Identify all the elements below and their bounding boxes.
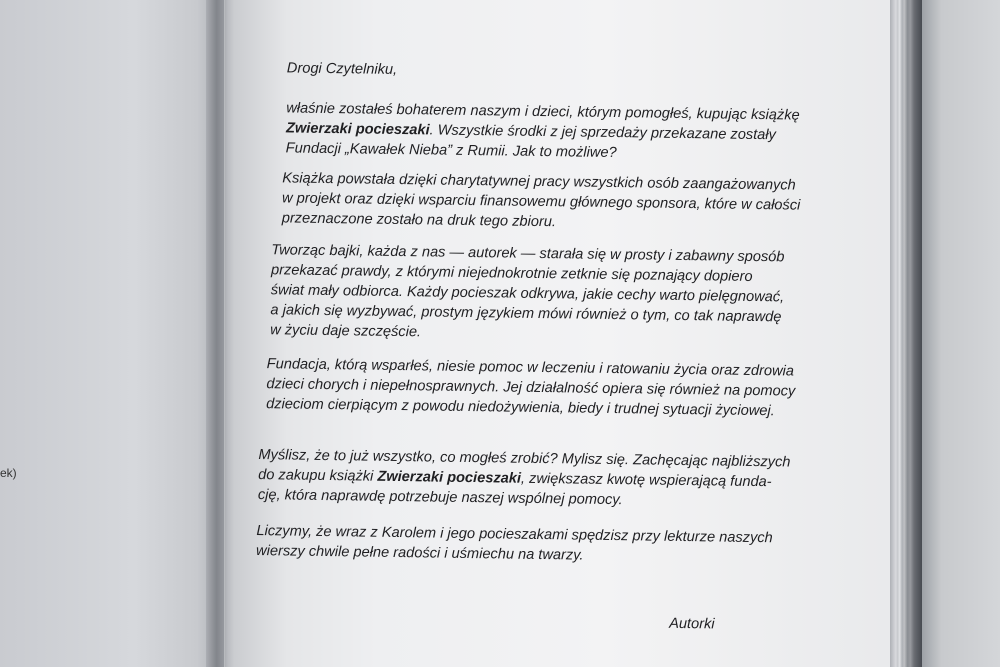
- paragraph-3-line-4: a jakich się wyzbywać, prostym językiem mówi również o tym, co tak naprawdę: [270, 302, 782, 326]
- paragraph-1: [286, 98, 800, 165]
- paragraph-2-line-2: w projekt oraz dzięki wsparciu finansowemu głównego sponsora, które w całości: [281, 190, 801, 214]
- paragraph-5-line-3: cję, która naprawdę potrzebuje naszej wspólnej pomocy.: [257, 487, 623, 509]
- paragraph-3-line-3: świat mały odbiorca. Każdy pocieszak odkrywa, jakie cechy warto pielęgnować,: [270, 282, 785, 306]
- paragraph-6: [256, 521, 773, 568]
- left-book-page: [0, 0, 224, 667]
- paragraph-4: [266, 354, 796, 421]
- paragraph-1-line-3: Fundacji „Kawałek Nieba” z Rumii. Jak to możliwe?: [285, 140, 617, 162]
- book-gutter-shadow: [206, 0, 234, 667]
- paragraph-2-line-3: przeznaczone zostało na druk tego zbioru.: [281, 210, 557, 231]
- paragraph-3-line-1: Tworząc bajki, każda z nas — autorek — starała się w prosty i zabawny sposób: [271, 242, 785, 266]
- paragraph-3-line-2: przekazać prawdy, z którymi niejednokrotnie zetknie się poznający dopiero: [270, 262, 753, 285]
- letter-greeting: Drogi Czytelniku,: [286, 60, 398, 78]
- paragraph-1-line-2-text: . Wszystkie środki z jej sprzedaży przekazane zostały: [429, 122, 776, 144]
- book-title-bold: Zwierzaki pocieszaki: [285, 120, 430, 139]
- paragraph-4-line-2: dzieci chorych i niepełnosprawnych. Jej działalność opiera się również na pomocy: [266, 376, 796, 400]
- paragraph-6-line-2: wierszy chwile pełne radości i uśmiechu na twarzy.: [256, 543, 584, 564]
- book-title-bold-repeat: Zwierzaki pocieszaki: [377, 468, 522, 487]
- paragraph-4-line-3: dzieciom cierpiącym z powodu niedożywienia, biedy i trudnej sytuacji życiowej.: [266, 396, 775, 420]
- paragraph-4-line-1: Fundacja, którą wsparłeś, niesie pomoc w leczeniu i ratowaniu życia oraz zdrowia: [266, 356, 795, 380]
- paragraph-5: [258, 445, 791, 512]
- paragraph-6-line-1: Liczymy, że wraz z Karolem i jego pocieszakami spędzisz przy lekturze naszych: [256, 523, 773, 547]
- paragraph-2-line-1: Książka powstała dzięki charytatywnej pracy wszystkich osób zaangażowanych: [282, 170, 796, 194]
- paragraph-1-line-1: właśnie zostałeś bohaterem naszym i dzieci, którym pomogłeś, kupując książkę: [286, 100, 800, 124]
- paragraph-3: [270, 240, 785, 347]
- paragraph-5-line-1: Myślisz, że to już wszystko, co mogłeś zrobić? Mylisz się. Zachęcając najbliższych: [258, 447, 791, 471]
- book-cover-edge-shadow: [900, 0, 922, 667]
- paragraph-3-line-5: w życiu daje szczęście.: [270, 322, 422, 341]
- paragraph-5-line-2-suffix: , zwiększasz kwotę wspierającą funda-: [520, 470, 772, 491]
- background-surface: [922, 0, 1000, 667]
- paragraph-2: [282, 168, 801, 235]
- left-page-text-fragment: ek): [0, 466, 17, 480]
- paragraph-5-line-2-prefix: do zakupu książki: [258, 467, 378, 485]
- letter-signature: Autorki: [669, 615, 715, 633]
